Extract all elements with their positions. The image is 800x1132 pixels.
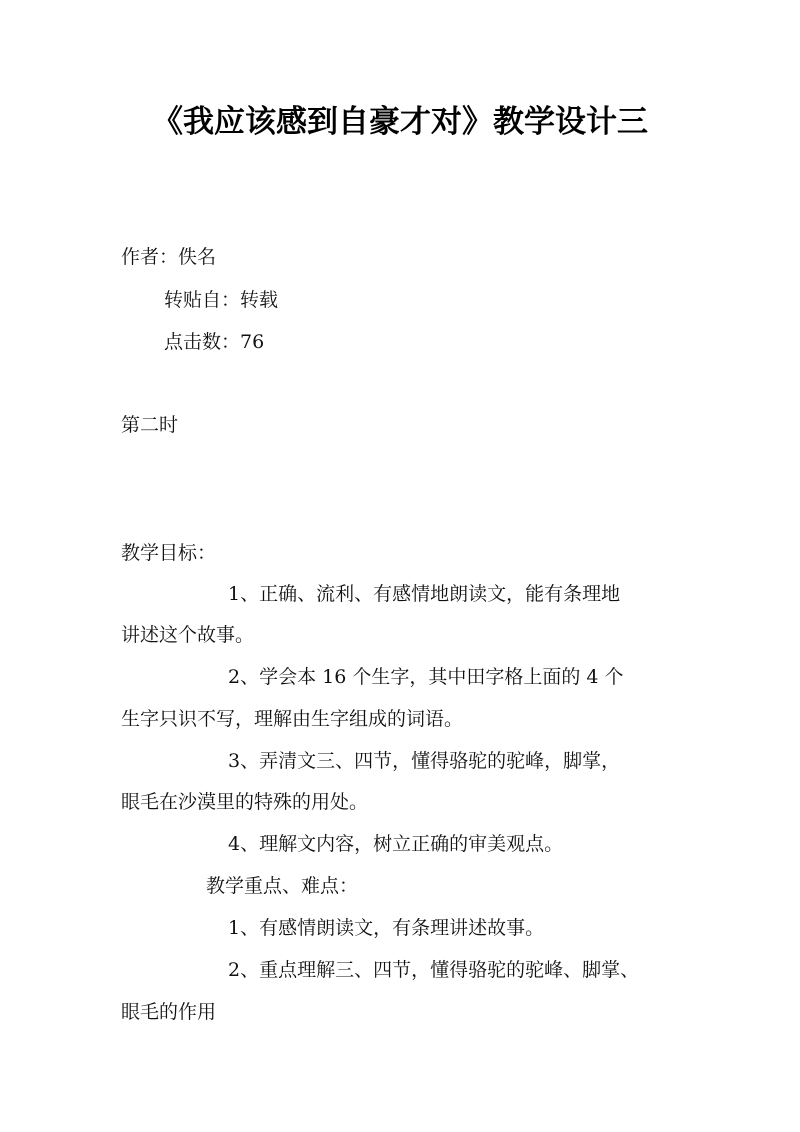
key-point-2-line2: 眼毛的作用: [121, 1001, 217, 1023]
key-point-1-line1: 1、有感情朗读文，有条理讲述故事。: [228, 917, 545, 939]
objective-2-line1: 2、学会本 16 个生字，其中田字格上面的 4 个: [228, 666, 624, 688]
objective-1-line2: 讲述这个故事。: [121, 624, 255, 646]
objective-1-line1: 1、正确、流利、有感情地朗读文，能有条理地: [228, 583, 621, 605]
source-line: 转贴自：转载: [164, 289, 279, 311]
lesson-label: 第二时: [121, 414, 179, 436]
objective-2-line2: 生字只识不写，理解由生字组成的词语。: [121, 708, 464, 730]
key-point-2-line1: 2、重点理解三、四节，懂得骆驼的驼峰、脚掌、: [228, 959, 640, 981]
author-line: 作者：佚名: [121, 246, 217, 268]
key-points-heading: 教学重点、难点：: [206, 875, 359, 897]
click-count-line: 点击数：76: [164, 331, 265, 353]
objective-4-line1: 4、理解文内容，树立正确的审美观点。: [228, 833, 564, 855]
objective-3-line1: 3、弄清文三、四节，懂得骆驼的驼峰，脚掌，: [228, 750, 621, 772]
objectives-heading: 教学目标：: [121, 542, 217, 564]
document-title: 《我应该感到自豪才对》教学设计三: [152, 104, 648, 140]
objective-3-line2: 眼毛在沙漠里的特殊的用处。: [121, 791, 369, 813]
